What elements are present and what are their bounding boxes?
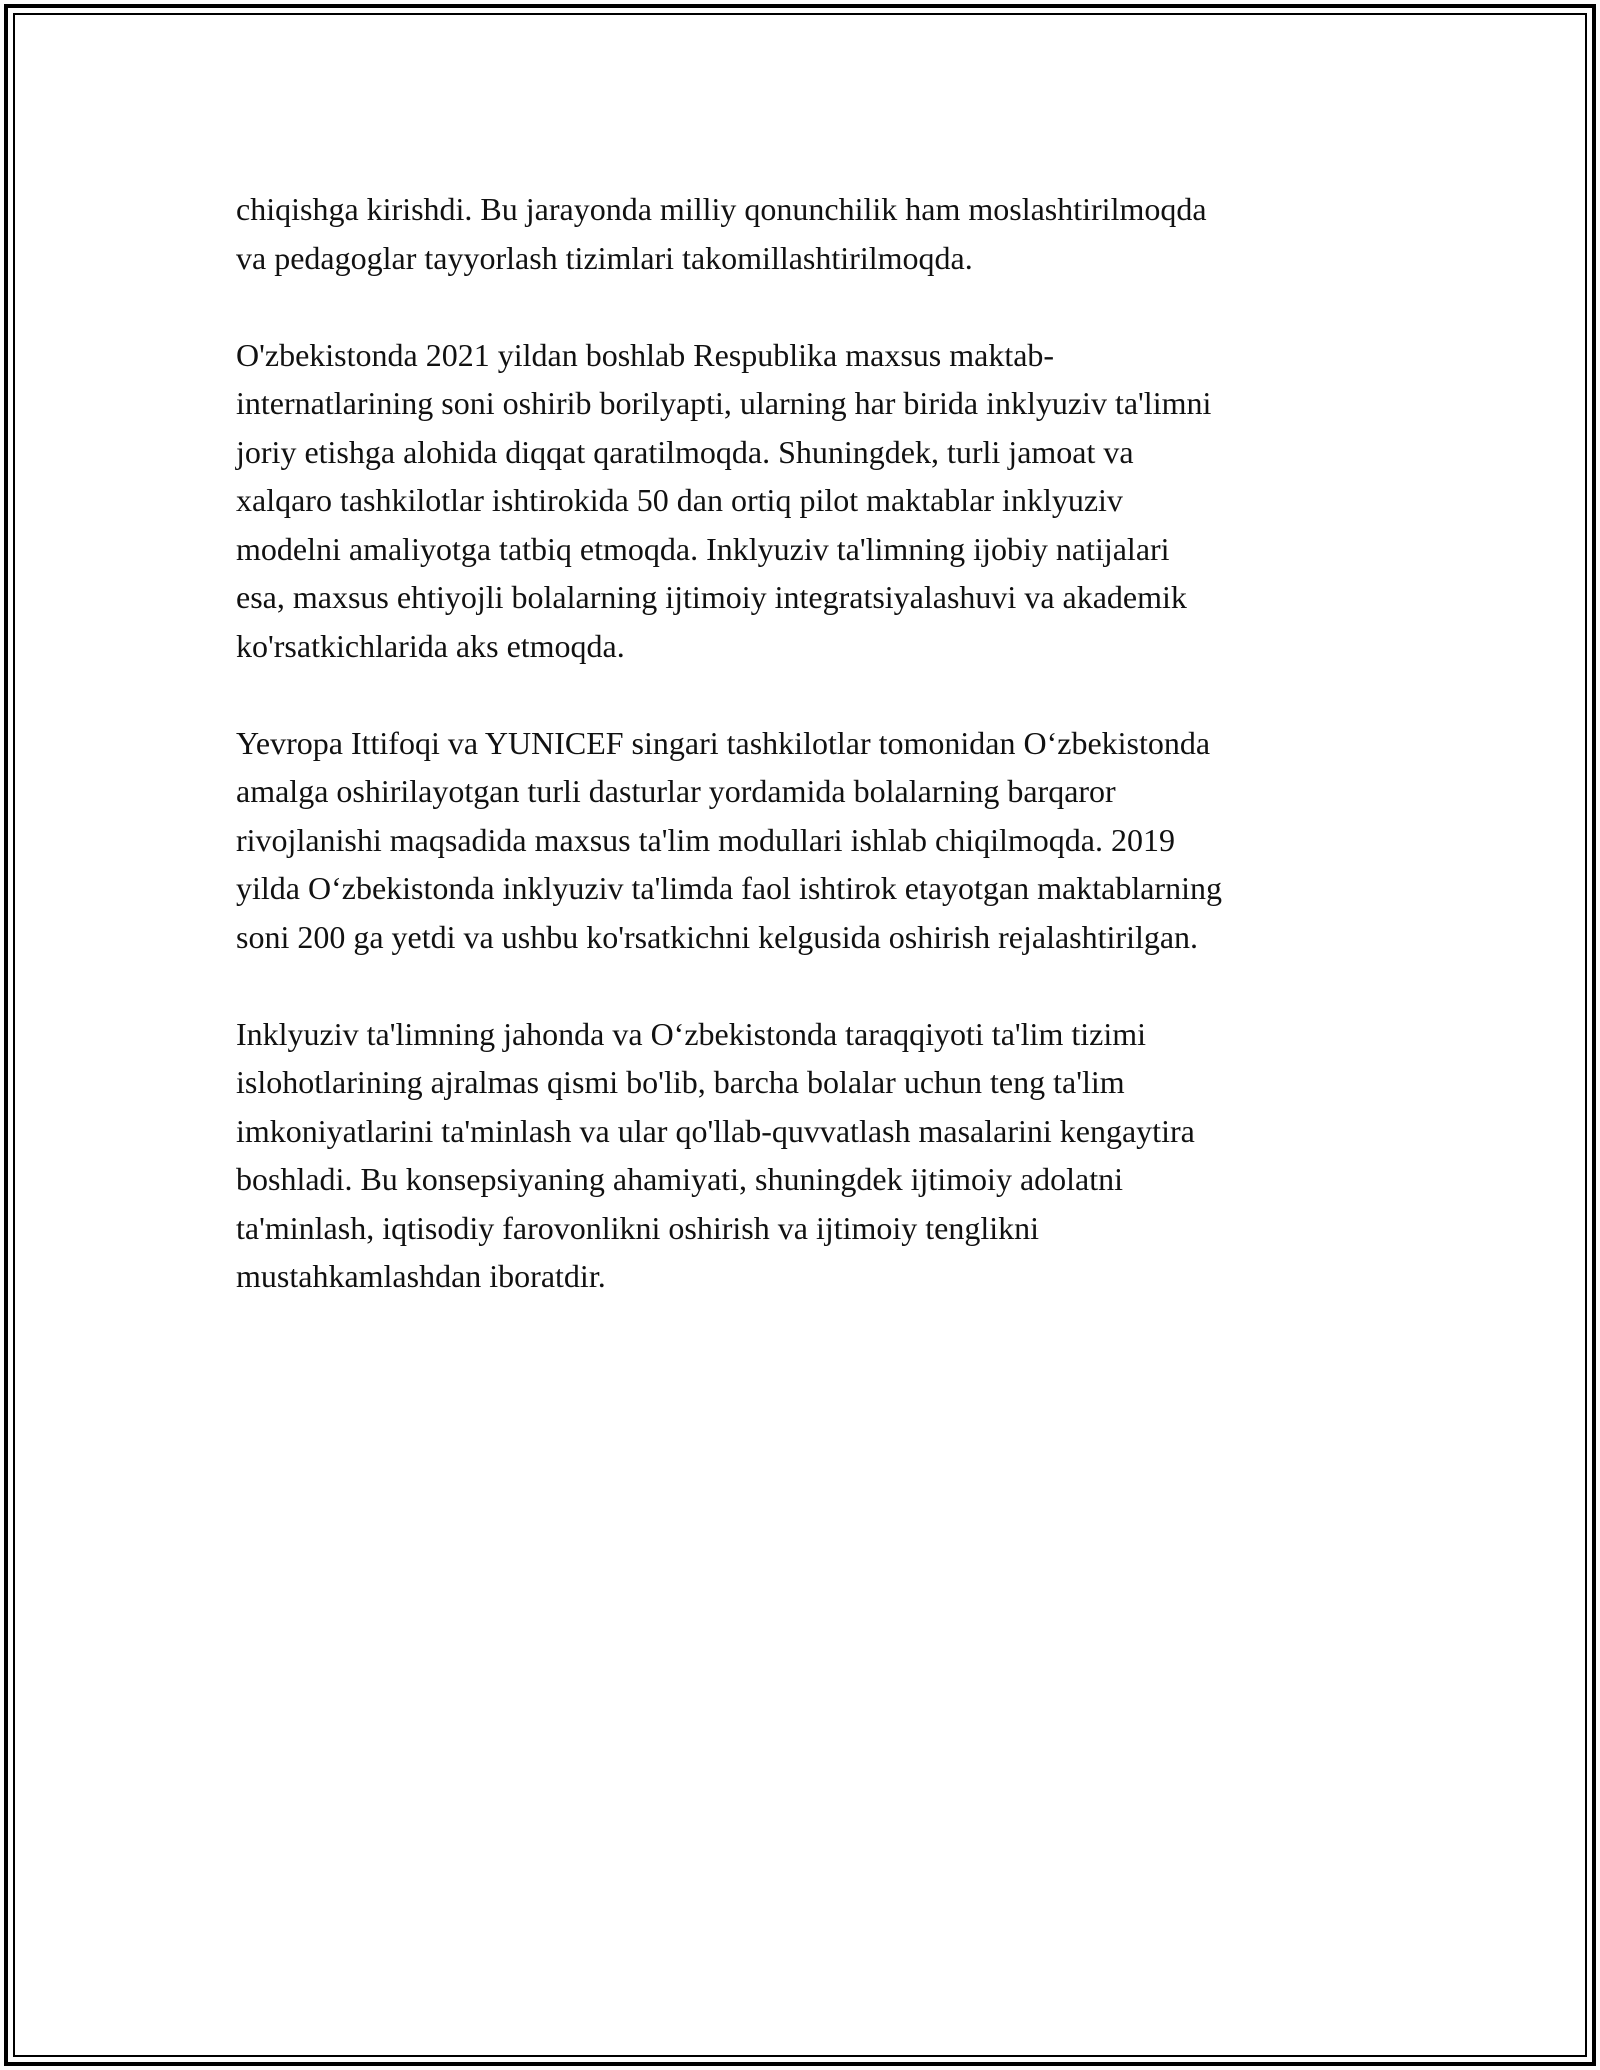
text-line: Yevropa Ittifoqi va YUNICEF singari tashkilotlar tomonidan O‘zbekistonda [236,724,1211,761]
paragraph-3 [236,719,1376,962]
paragraph-4 [236,1010,1376,1301]
text-line: ta'minlash, iqtisodiy farovonlikni oshirish va ijtimoiy tenglikni [236,1209,1040,1246]
text-line: esa, maxsus ehtiyojli bolalarning ijtimoiy integratsiyalashuvi va akademik [236,579,1187,615]
document-body [236,185,1376,1349]
paragraph-1 [236,185,1376,282]
text-line: Inklyuziv ta'limning jahonda va O‘zbekistonda taraqqiyoti ta'lim tizimi [236,1015,1146,1052]
text-line: joriy etishga alohida diqqat qaratilmoqda. Shuningdek, turli jamoat va [236,433,1134,470]
paragraph-2 [236,331,1376,671]
text-line: yilda O‘zbekistonda inklyuziv ta'limda faol ishtirok etayotgan maktablarning [236,870,1222,906]
text-line: ko'rsatkichlarida aks etmoqda. [236,627,625,664]
text-line: xalqaro tashkilotlar ishtirokida 50 dan ortiq pilot maktablar inklyuziv [236,482,1123,518]
text-line: amalga oshirilayotgan turli dasturlar yordamida bolalarning barqaror [236,773,1116,809]
text-line: imkoniyatlarini ta'minlash va ular qo'llab-quvvatlash masalarini kengaytira [236,1112,1195,1149]
text-line: O'zbekistonda 2021 yildan boshlab Respublika maxsus maktab- [236,336,1055,373]
text-line: chiqishga kirishdi. Bu jarayonda milliy qonunchilik ham moslashtirilmoqda [236,191,1207,227]
text-line: mustahkamlashdan iboratdir. [236,1258,606,1294]
text-line: va pedagoglar tayyorlash tizimlari takomillashtirilmoqda. [236,239,973,276]
text-line: boshladi. Bu konsepsiyaning ahamiyati, shuningdek ijtimoiy adolatni [236,1161,1124,1197]
text-line: modelni amaliyotga tatbiq etmoqda. Inklyuziv ta'limning ijobiy natijalari [236,530,1170,567]
text-line: islohotlarining ajralmas qismi bo'lib, barcha bolalar uchun teng ta'lim [236,1064,1125,1100]
text-line: rivojlanishi maqsadida maxsus ta'lim modullari ishlab chiqilmoqda. 2019 [236,821,1175,858]
text-line: soni 200 ga yetdi va ushbu ko'rsatkichni kelgusida oshirish rejalashtirilgan. [236,918,1199,955]
text-line: internatlarining soni oshirib borilyapti, ularning har birida inklyuziv ta'limni [236,385,1212,421]
